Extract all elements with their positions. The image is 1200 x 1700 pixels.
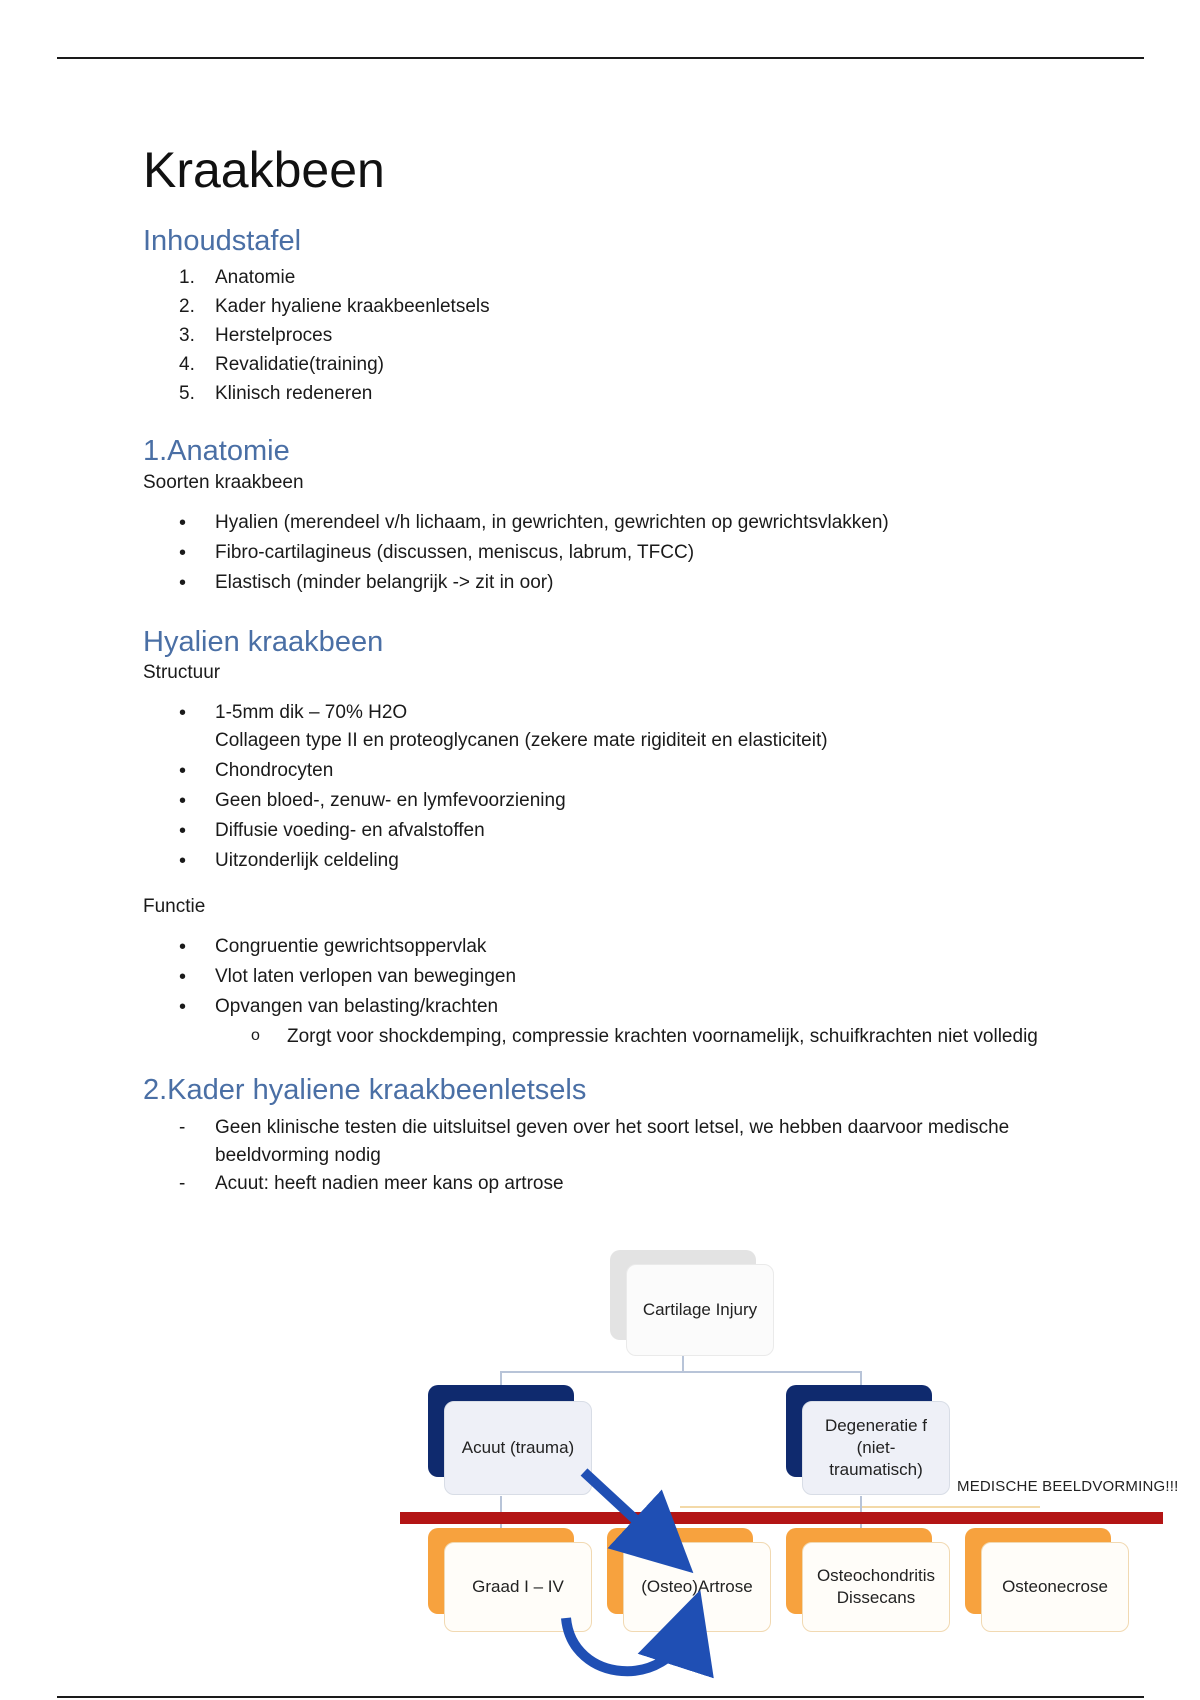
list-item: • 1-5mm dik – 70% H2O Collageen type II en proteoglycanen (zekere mate rigiditeit en elasticiteit)	[143, 699, 1103, 755]
list-item: • Uitzonderlijk celdeling	[143, 847, 1103, 875]
kader-heading: 2.Kader hyaliene kraakbeenletsels	[143, 1074, 587, 1107]
functie-label: Functie	[143, 896, 206, 918]
node-acuut[interactable]: Acuut (trauma)	[428, 1385, 592, 1497]
toc-item[interactable]: 4. Revalidatie(training)	[179, 353, 384, 375]
medische-beeldvorming-label: MEDISCHE BEELDVORMING!!!	[957, 1478, 1179, 1495]
anatomie-subheading: Soorten kraakbeen	[143, 471, 304, 493]
node-osteoartrose[interactable]: (Osteo)Artrose	[607, 1528, 771, 1632]
node-cartilage-injury[interactable]: Cartilage Injury	[610, 1250, 774, 1358]
list-item: • Geen bloed-, zenuw- en lymfevoorziening	[143, 787, 1103, 815]
node-osteochondritis[interactable]: Osteochondritis Dissecans	[786, 1528, 950, 1632]
sub-list-item: o Zorgt voor shockdemping, compressie krachten voornamelijk, schuifkrachten niet volledig	[215, 1023, 1047, 1051]
node-degeneratief[interactable]: Degeneratie f (niet-traumatisch)	[786, 1385, 950, 1497]
toc-item[interactable]: 3. Herstelproces	[179, 324, 333, 346]
toc-heading: Inhoudstafel	[143, 225, 302, 257]
hyalien-heading: Hyalien kraakbeen	[143, 625, 384, 658]
list-item: • Diffusie voeding- en afvalstoffen	[143, 817, 1103, 845]
toc-item[interactable]: 1. Anatomie	[179, 266, 296, 288]
list-item: - Acuut: heeft nadien meer kans op artrose	[143, 1170, 735, 1198]
footer-rule	[57, 1696, 1144, 1698]
node-graad[interactable]: Graad I – IV	[428, 1528, 592, 1632]
list-item: • Congruentie gewrichtsoppervlak	[143, 933, 1103, 961]
list-item: • Fibro-cartilagineus (discussen, meniscus, labrum, TFCC)	[143, 539, 1103, 567]
arrow-acuut-to-artrose-icon	[584, 1472, 664, 1546]
anatomie-heading: 1.Anatomie	[143, 434, 290, 467]
toc-item[interactable]: 2. Kader hyaliene kraakbeenletsels	[179, 295, 490, 317]
page-title: Kraakbeen	[143, 142, 385, 198]
list-item: - Geen klinische testen die uitsluitsel geven over het soort letsel, we hebben daarvoor medische beeldvorming nodig	[143, 1114, 1055, 1170]
structuur-label: Structuur	[143, 662, 221, 684]
list-item: • Elastisch (minder belangrijk -> zit in oor)	[143, 569, 1103, 597]
node-osteonecrose[interactable]: Osteonecrose	[965, 1528, 1129, 1632]
list-item: • Hyalien (merendeel v/h lichaam, in gewrichten, gewrichten op gewrichtsvlakken)	[143, 509, 1103, 537]
list-item: • Chondrocyten	[143, 757, 1103, 785]
toc-item[interactable]: 5. Klinisch redeneren	[179, 382, 373, 404]
list-item: • Vlot laten verlopen van bewegingen	[143, 963, 1103, 991]
list-item: • Opvangen van belasting/krachten o Zorgt voor shockdemping, compressie krachten voornamelijk, schuifkrachten niet volledig	[143, 993, 1103, 1051]
arrow-graad-to-artrose-icon	[566, 1618, 688, 1671]
